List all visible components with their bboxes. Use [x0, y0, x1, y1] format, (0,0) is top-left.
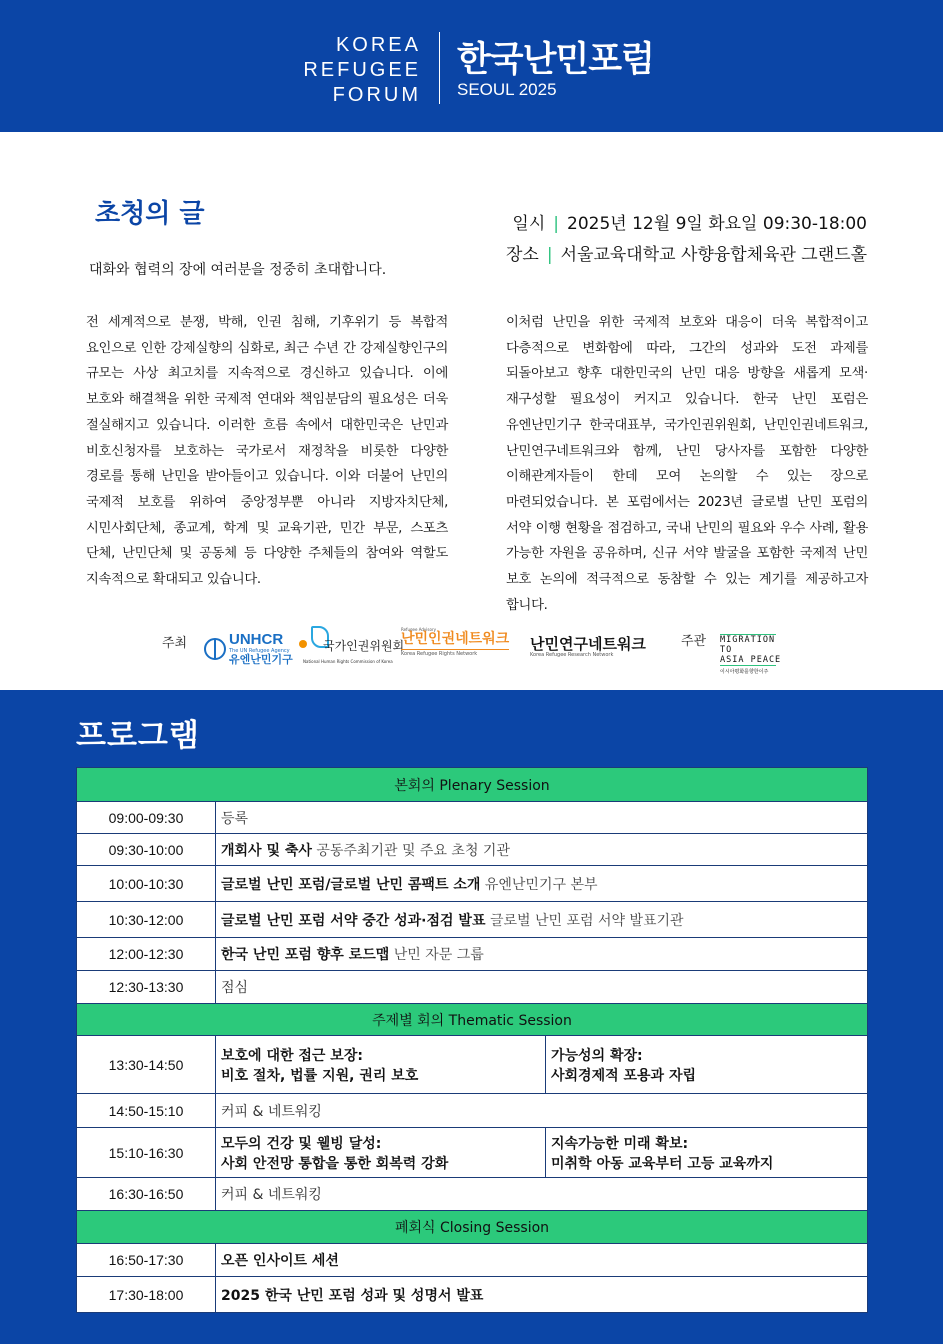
krn-korean: 난민연구네트워크 [530, 635, 646, 653]
host-label: 주최 [162, 636, 188, 651]
track-b-sub: 미취학 아동 교육부터 고등 교육까지 [551, 1155, 774, 1172]
row-title: 커피 & 네트워킹 [221, 1187, 322, 1203]
row-title: 점심 [221, 980, 249, 996]
row-content [216, 834, 868, 866]
row-time: 10:30-12:00 [77, 902, 216, 938]
row-note: 글로벌 난민 포럼 서약 발표기관 [489, 912, 684, 929]
map-line-3: ASIA PEACE [720, 655, 782, 665]
row-time: 12:00-12:30 [77, 938, 216, 971]
logo-line-forum: FORUM [332, 84, 421, 106]
place-label: 장소 [506, 245, 539, 265]
event-date: 일시 | 2025년 12월 9일 화요일 09:30-18:00 [512, 214, 867, 234]
table-row [77, 971, 868, 1004]
place-value: 서울교육대학교 사향융합체육관 그랜드홀 [560, 245, 867, 265]
unhcr-logo [204, 632, 293, 666]
row-title: 글로벌 난민 포럼 서약 중간 성과·점검 발표 [221, 912, 486, 929]
krrn-korean: 난민인권네트워크 [401, 631, 510, 648]
session-row [77, 768, 868, 802]
track-b-sub: 사회경제적 포용과 자립 [551, 1067, 696, 1084]
row-content [216, 866, 868, 902]
nhrck-english: National Human Rights Commission of Korea [303, 659, 393, 664]
krn-english: Korea Refugee Research Network [530, 651, 614, 658]
krrn-english: Korea Refugee Rights Network [401, 649, 509, 658]
nhrck-korean: 국가인권위원회 [323, 639, 405, 653]
invitation-paragraph-left: 전 세계적으로 분쟁, 박해, 인권 침해, 기후위기 등 복합적 요인으로 인한 강제실향의 심화로, 최근 수년 간 강제실향인구의 규모는 사상 최고치를 지속적으로 경신하고 있습니다. 이에 보호와 해결책을 위한 국제적 연대와 책임분담의 필요성은 더욱 절실해지고 있습니다. 이러한 흐름 속에서 대한민국은 난민과 비호신청자를 보호하는 국가로서 재정착을 비롯한 다양한 경로를 통해 난민을 받아들이고 있습니다. 이와 더불어 난민의 국제적 보호를 위하여 중앙정부뿐 아니라 지방자치단체, 시민사회단체, 종교계, 학계 및 교육기관, 민간 부문, 스포츠 단체, 난민단체 및 공동체 등 다양한 주체들의 참여와 역할도 지속적으로 확대되고 있습니다. [86, 315, 448, 588]
logo-line-korea: KOREA [335, 34, 421, 56]
unhcr-tagline: The UN Refugee Agency [229, 647, 290, 654]
map-line-1: MIGRATION [720, 635, 776, 645]
thematic-session-header: 주제별 회의 Thematic Session [77, 1004, 868, 1036]
logo-english [303, 33, 421, 108]
row-time: 15:10-16:30 [77, 1128, 216, 1178]
krn-logo [530, 636, 646, 658]
table-row [77, 938, 868, 971]
row-content [216, 1244, 868, 1277]
track-a [216, 1128, 546, 1178]
track-a-title: 모두의 건강 및 웰빙 달성: [221, 1135, 382, 1152]
row-time: 16:50-17:30 [77, 1244, 216, 1277]
program-title: 프로그램 [76, 718, 200, 754]
track-a [216, 1036, 546, 1094]
closing-session-header: 폐회식 Closing Session [77, 1211, 868, 1244]
map-bottom-line [720, 665, 776, 666]
row-content [216, 902, 868, 938]
table-row [77, 1036, 868, 1094]
header-banner [0, 0, 943, 132]
row-content [216, 802, 868, 834]
schedule-table [76, 767, 868, 1313]
table-row [77, 1178, 868, 1211]
table-row [77, 1094, 868, 1128]
logo-korean-title: 한국난민포럼 [457, 40, 654, 80]
row-time: 17:30-18:00 [77, 1277, 216, 1313]
unhcr-korean: 유엔난민기구 [229, 653, 293, 666]
logo-line-refugee: REFUGEE [303, 59, 421, 81]
track-a-title: 보호에 대한 접근 보장: [221, 1047, 363, 1064]
row-title: 한국 난민 포럼 향후 로드맵 [221, 947, 390, 963]
logo-subtitle: SEOUL 2025 [457, 80, 557, 99]
track-a-sub: 사회 안전망 통합을 통한 회복력 강화 [221, 1155, 449, 1172]
date-value: 2025년 12월 9일 화요일 09:30-18:00 [567, 214, 867, 234]
unhcr-name: UNHCR [229, 631, 284, 648]
row-title: 등록 [221, 810, 249, 827]
invitation-paragraph-right: 이처럼 난민을 위한 국제적 보호와 대응이 더욱 복합적이고 다층적으로 변화함에 따라, 그간의 성과와 도전 과제를 되돌아보고 향후 대한민국의 난민 대응 방향을 새롭게 모색·재구성할 필요성이 커지고 있습니다. 한국 난민 포럼은 유엔난민기구 한국대표부, 국가인권위원회, 난민인권네트워크, 난민연구네트워크와 함께, 난민 당사자를 포함한 다양한 이해관계자들이 한데 모여 논의할 수 있는 장으로 마련되었습니다. 본 포럼에서는 2023년 글로벌 난민 포럼의 서약 이행 현황을 점검하고, 국내 난민의 필요와 우수 사례, 활용 가능한 자원을 공유하며, 신규 서약 발굴을 포함한 국제적 난민 보호 논의에 적극적으로 동참할 수 있는 계기를 제공하고자 합니다. [506, 315, 868, 613]
row-time: 16:30-16:50 [77, 1178, 216, 1211]
row-time: 14:50-15:10 [77, 1094, 216, 1128]
table-row [77, 802, 868, 834]
map-korean: 이시아평화를향한이주 [720, 669, 769, 675]
track-a-sub: 비호 절차, 법률 지원, 권리 보호 [221, 1067, 419, 1084]
row-title: 개회사 및 축사 [221, 842, 312, 859]
organizer-label: 주관 [681, 634, 707, 649]
table-row [77, 1128, 868, 1178]
row-title: 글로벌 난민 포럼/글로벌 난민 콤팩트 소개 [221, 876, 481, 893]
table-row [77, 1277, 868, 1313]
track-b [546, 1128, 868, 1178]
table-row [77, 834, 868, 866]
row-content [216, 971, 868, 1004]
row-title: 2025 한국 난민 포럼 성과 및 성명서 발표 [221, 1287, 484, 1304]
row-time: 13:30-14:50 [77, 1036, 216, 1094]
session-row [77, 1211, 868, 1244]
row-time: 09:30-10:00 [77, 834, 216, 866]
row-note: 유엔난민기구 본부 [484, 876, 598, 893]
date-label: 일시 [512, 214, 546, 234]
map-line-2: TO [720, 645, 733, 655]
row-title: 커피 & 네트워킹 [221, 1103, 322, 1120]
row-title: 오픈 인사이트 세션 [221, 1253, 339, 1269]
nhrck-dot-icon [299, 640, 307, 648]
row-content [216, 938, 868, 971]
row-time: 10:00-10:30 [77, 866, 216, 902]
track-b-title: 지속가능한 미래 확보: [551, 1135, 689, 1152]
logo-divider [439, 32, 440, 104]
table-row [77, 1244, 868, 1277]
krrn-logo [401, 628, 509, 657]
row-time: 12:30-13:30 [77, 971, 216, 1004]
row-content [216, 1178, 868, 1211]
row-time: 09:00-09:30 [77, 802, 216, 834]
row-note: 난민 자문 그룹 [393, 947, 484, 963]
plenary-session-header: 본회의 Plenary Session [77, 768, 868, 802]
table-row [77, 866, 868, 902]
krrn-small: Refugee Advisory [401, 627, 436, 632]
row-content [216, 1094, 868, 1128]
unhcr-emblem-icon [204, 638, 226, 660]
table-row [77, 902, 868, 938]
track-b [546, 1036, 868, 1094]
row-content [216, 1277, 868, 1313]
invitation-subtitle: 대화와 협력의 장에 여러분을 정중히 초대합니다. [89, 262, 387, 278]
row-note: 공동주최기관 및 주요 초청 기관 [316, 842, 510, 859]
map-logo [720, 634, 781, 677]
session-row [77, 1004, 868, 1036]
track-b-title: 가능성의 확장: [551, 1047, 643, 1064]
invitation-title: 초청의 글 [95, 199, 205, 229]
event-place: 장소 | 서울교육대학교 사향융합체육관 그랜드홀 [506, 245, 867, 265]
